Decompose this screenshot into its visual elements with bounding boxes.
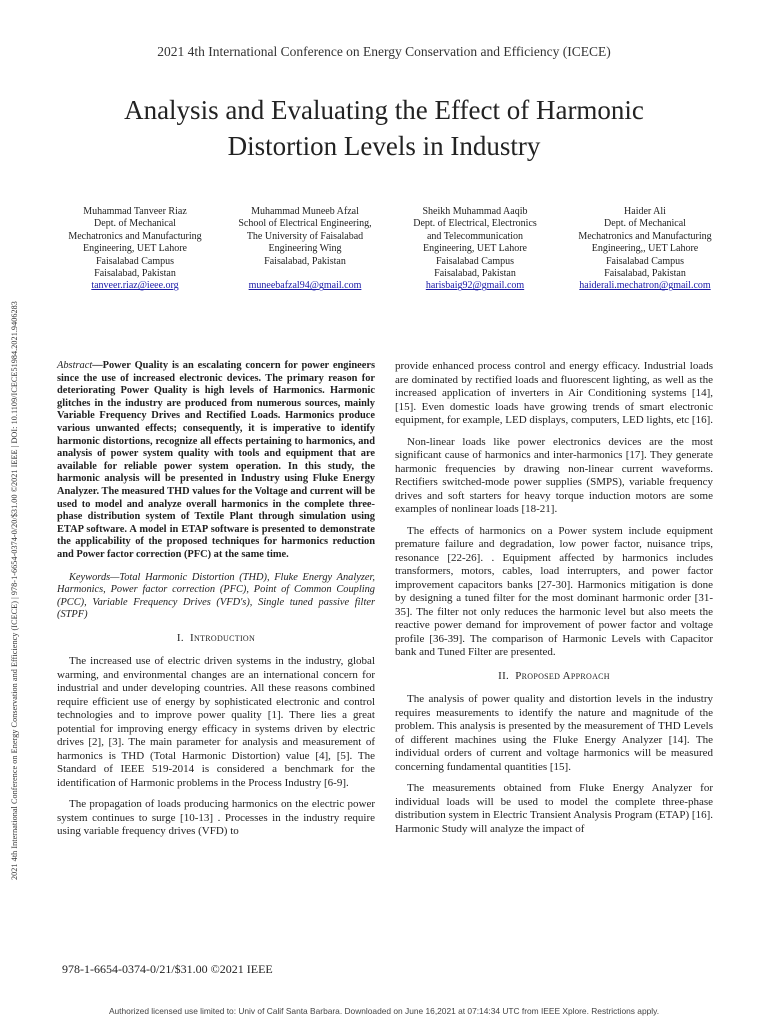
- author-email-link[interactable]: muneebafzal94@gmail.com: [248, 280, 362, 292]
- keywords: Keywords—Total Harmonic Distortion (THD), Fluke Energy Analyzer, Harmonics, Power factor correction (PFC), Point of Common Coupling (PCC), Variable Frequency Drives (VFD's), Single tuned passive filter (STPF): [57, 571, 375, 621]
- section-heading-proposed-approach: II. Proposed Approach: [498, 669, 610, 682]
- author-affil: Faisalabad Campus: [95, 255, 175, 267]
- author-affil: School of Electrical Engineering,: [238, 218, 372, 230]
- footer-copyright: 978-1-6654-0374-0/21/$31.00 ©2021 IEEE: [62, 962, 273, 976]
- abstract-body: —Power Quality is an escalating concern for power engineers since the use of increased electronic devices. The primary reason for deteriorating Power Quality is high levels of Harmonics. Harmonic glitches in the industry are produced from numerous sources, mainly Variable Frequency Drives and Rectified Loads. Harmonics produce various unwanted effects; consequently, it is imperative to identify harmonic distortions, recognize all effects pertaining to harmonics, and analysis of power system quality with tools and equipment that are available for reliable power system operation. In this study, the harmonic analysis will be presented in Industry using Fluke Energy Analyzer. The measured THD values for the Voltage and current will be used to model and analyze overall harmonics in the complete three-phase distribution system of Textile Plant through simulation using ETAP software. A model in ETAP software is presented to demonstrate the applicability of the proposed techniques for harmonics reduction and Power factor correction (PFC) at the same time.: [57, 360, 375, 560]
- author-affil: Mechatronics and Manufacturing: [578, 230, 712, 242]
- author-affil: Engineering, UET Lahore: [423, 243, 527, 255]
- title-line-1: Analysis and Evaluating the Effect of Harmonic: [124, 95, 644, 125]
- author-affil: The University of Faisalabad: [246, 230, 364, 242]
- author-affil: Dept. of Electrical, Electronics: [413, 218, 537, 230]
- author-email-link[interactable]: haiderali.mechatron@gmail.com: [579, 280, 711, 292]
- author-affil: Faisalabad Campus: [605, 255, 685, 267]
- abstract-lead: Abstract: [57, 360, 93, 371]
- body-paragraph: Non-linear loads like power electronics devices are the most significant cause of harmonics and inter-harmonics [17]. They generate harmonic frequencies by drawing non-linear current waveforms. Rectifiers switched-mode power supplies (SMPS), variable frequency drives and soft starters for heavy torque induction motors are some examples of nonlinear loads [18-21].: [395, 435, 713, 515]
- author-email-link[interactable]: harisbaig92@gmail.com: [425, 280, 525, 292]
- author-affil: Faisalabad, Pakistan: [94, 268, 176, 280]
- author-affil: and Telecommunication: [426, 230, 524, 242]
- author-affil: Engineering,, UET Lahore: [591, 243, 699, 255]
- author-2: [220, 206, 390, 293]
- author-3: [390, 206, 560, 293]
- author-affil: Faisalabad Campus: [435, 255, 515, 267]
- author-email-link[interactable]: tanveer.riaz@ieee.org: [91, 280, 179, 292]
- body-paragraph: The effects of harmonics on a Power system include equipment premature failure and degradation, low power factor, nuisance trips, resonance [22-26]. . Equipment affected by harmonics includes transformers, motors, cables, load interrupters, and power factor improvement capacitors banks [27-30]. Harmonics mitigation is done by designing a tuned filter for the most dominant harmonic order [31-35]. The filter not only reduces the harmonic level but also meets the reactive power demand for improvement of power factor and voltage profile [36-39]. The comparison of Harmonic Levels with Capacitor bank and Tuned Filter are presented.: [395, 524, 713, 658]
- author-affil: Engineering Wing: [268, 243, 342, 255]
- footer-license-notice: Authorized licensed use limited to: Univ of Calif Santa Barbara. Downloaded on June 16,2021 at 07:14:34 UTC from IEEE Xplore. Restrictions apply.: [108, 1006, 660, 1016]
- conference-header: 2021 4th International Conference on Energy Conservation and Efficiency (ICECE): [157, 44, 611, 59]
- doi-side-note-text: 2021 4th International Conference on Energy Conservation and Efficiency (ICECE) | 978-1-6654-0374-0/20/$31.00 ©2021 IEEE | DOI: 10.1109/ICECE51984.2021.9406283: [10, 301, 19, 880]
- author-name: Muhammad Muneeb Afzal: [251, 206, 359, 217]
- body-paragraph: The measurements obtained from Fluke Energy Analyzer for individual loads will be used to model the complete three-phase distribution system in Electric Transient Analysis Program (ETAP) [16]. Harmonic Study will analyze the impact of: [395, 782, 713, 835]
- author-affil: Dept. of Mechanical: [94, 218, 176, 230]
- author-name: Sheikh Muhammad Aaqib: [422, 206, 528, 217]
- author-affil-spacer: [220, 268, 390, 280]
- author-block: [50, 206, 730, 293]
- author-affil: Dept. of Mechanical: [604, 218, 686, 230]
- paper-title: [60, 92, 708, 164]
- author-name: Haider Ali: [624, 206, 666, 217]
- author-affil: Faisalabad, Pakistan: [434, 268, 516, 280]
- author-affil: Faisalabad, Pakistan: [264, 255, 346, 267]
- author-affil: Engineering, UET Lahore: [83, 243, 187, 255]
- abstract: [57, 360, 375, 562]
- author-affil: Faisalabad, Pakistan: [604, 268, 686, 280]
- title-line-2: Distortion Levels in Industry: [227, 131, 541, 161]
- body-paragraph: The propagation of loads producing harmonics on the electric power system continues to surge [10-13] . Processes in the industry require using variable frequency drives (VFD) to: [57, 798, 375, 838]
- body-paragraph: provide enhanced process control and energy efficacy. Industrial loads are dominated by rectified loads and fluorescent lighting, as well as the increased application of inverters in Air Conditioning systems [14], [15]. Even domestic loads have growing trends of smart electronic equipment, for example, LED displays, computers, LED lights, etc [16].: [395, 360, 714, 426]
- section-heading-introduction: I. Introduction: [176, 631, 256, 644]
- author-name: Muhammad Tanveer Riaz: [83, 206, 187, 217]
- author-1: [50, 206, 220, 293]
- author-4: [560, 206, 730, 293]
- left-column: [57, 360, 375, 847]
- author-affil: Mechatronics and Manufacturing: [68, 230, 202, 242]
- right-column: [395, 360, 713, 844]
- doi-side-note: [10, 160, 24, 880]
- body-paragraph: The analysis of power quality and distortion levels in the industry requires measurements to identify the nature and magnitude of the problem. This analysis is presented by the measurement of THD Levels of different machines using the Fluke Energy Analyzer [14]. The individual orders of current and voltage harmonics will be measured concerning fundamental quantities [15].: [395, 693, 713, 773]
- body-paragraph: The increased use of electric driven systems in the industry, global warming, and environmental changes are an international concern for industrial and under developing countries. All these reasons combined require efficient use of energy by sophisticated electronic and control technologies and to improve power quality [1]. There lies a great potential for improving energy efficacy in systems driven by electric drives [2], [3]. The main parameter for analysis and measurement of harmonics is THD (Total Harmonic Distortion) value [4], [5]. The Standard of IEEE 519-2014 is considered a benchmark for the identification of Harmonic problems in the Process Industry [6-9].: [57, 655, 375, 789]
